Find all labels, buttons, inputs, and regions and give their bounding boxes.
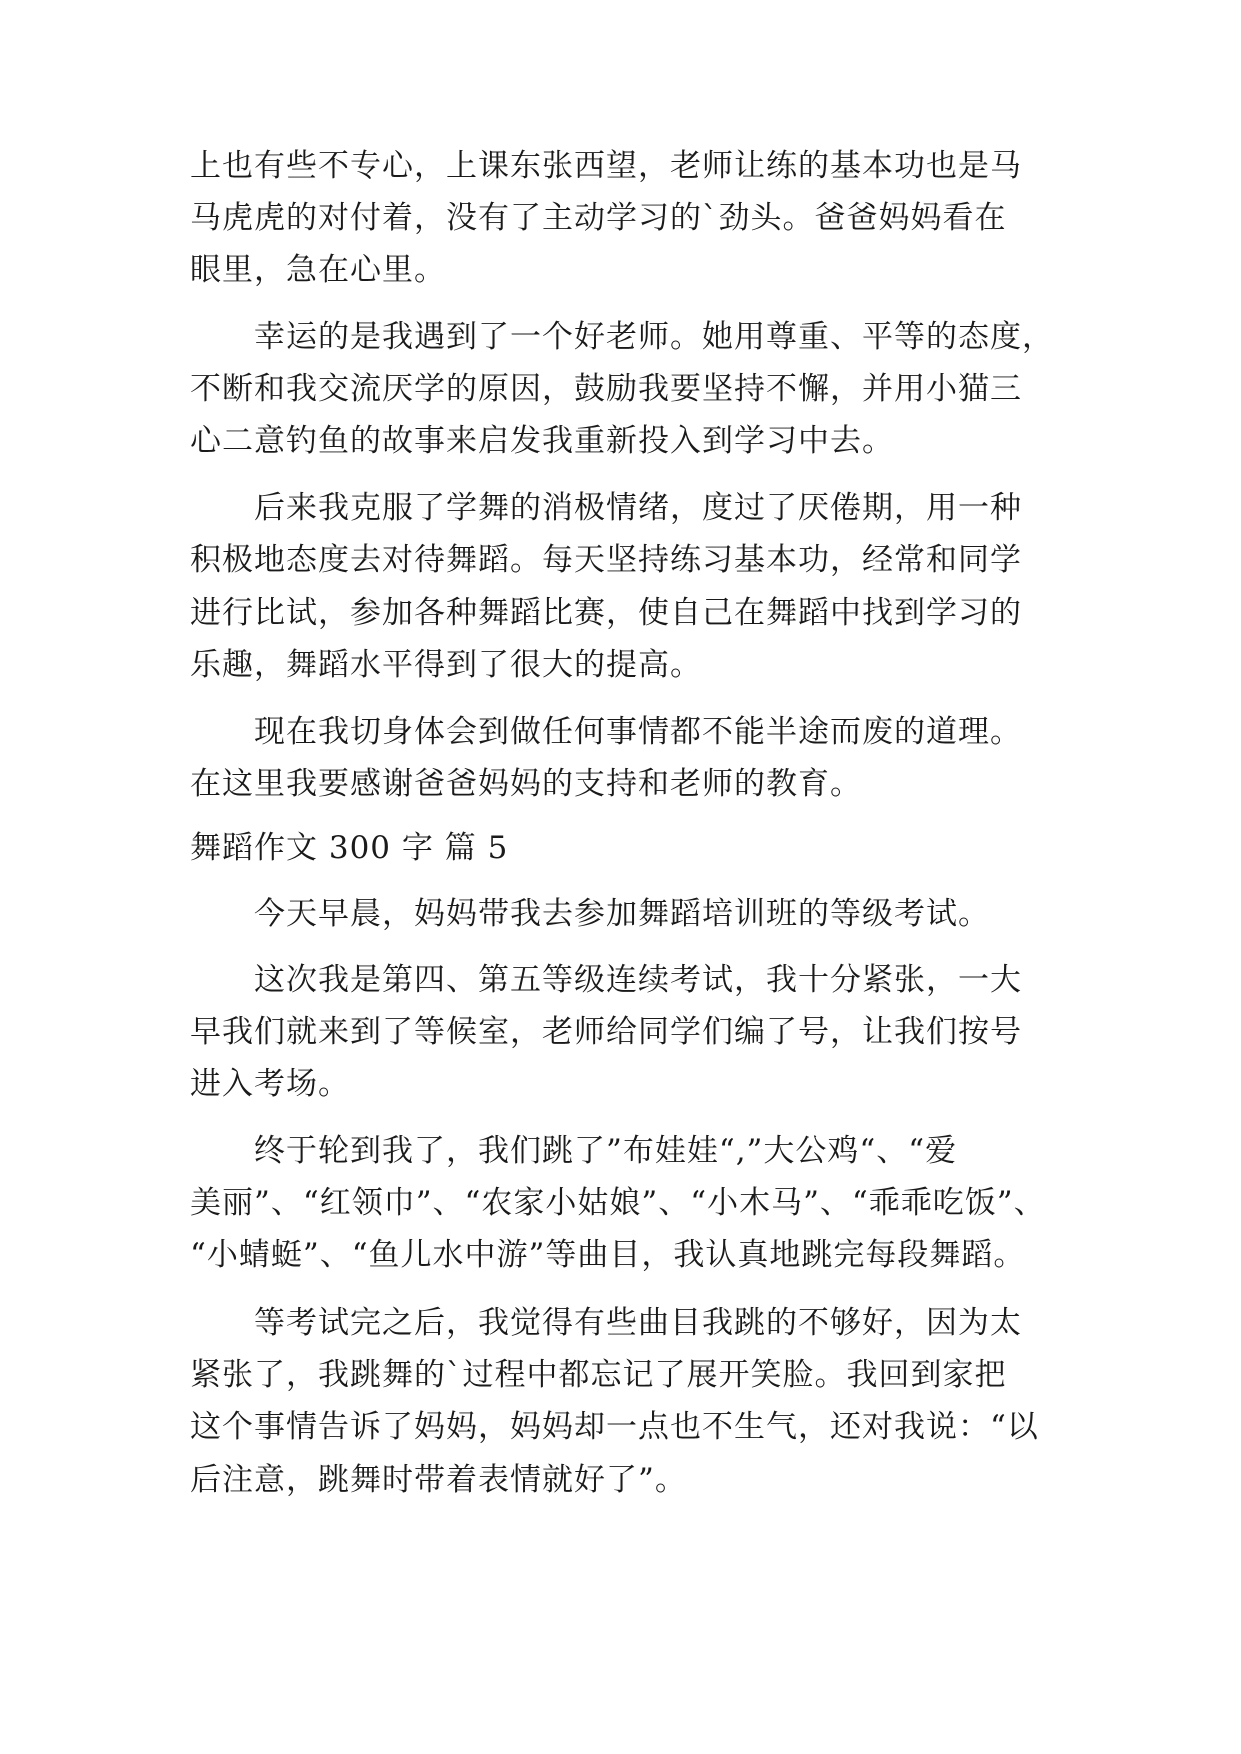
- text-line: 进行比试，参加各种舞蹈比赛，使自己在舞蹈中找到学习的: [190, 595, 1022, 631]
- text-line: 不断和我交流厌学的原因，鼓励我要坚持不懈，并用小猫三: [190, 371, 1022, 407]
- paragraph-start-line: 这次我是第四、第五等级连续考试，我十分紧张，一大: [254, 962, 1022, 998]
- paragraph-start-line: 今天早晨，妈妈带我去参加舞蹈培训班的等级考试。: [254, 896, 990, 932]
- text-line: 眼里，急在心里。: [190, 252, 446, 288]
- text-line: 美丽”、“红领巾”、“农家小姑娘”、“小木马”、“乖乖吃饭”、: [190, 1185, 1046, 1221]
- text-line: 早我们就来到了等候室，老师给同学们编了号，让我们按号: [190, 1014, 1022, 1050]
- text-line: 积极地态度去对待舞蹈。每天坚持练习基本功，经常和同学: [190, 542, 1022, 578]
- text-line: 上也有些不专心，上课东张西望，老师让练的基本功也是马: [190, 148, 1022, 184]
- paragraph-start-line: 后来我克服了学舞的消极情绪，度过了厌倦期，用一种: [254, 490, 1022, 526]
- text-line: 后注意，跳舞时带着表情就好了”。: [190, 1462, 687, 1498]
- text-line: 进入考场。: [190, 1066, 350, 1102]
- paragraph-start-line: 幸运的是我遇到了一个好老师。她用尊重、平等的态度，: [254, 319, 1054, 355]
- text-line: “小蜻蜓”、“鱼儿水中游”等曲目，我认真地跳完每段舞蹈。: [190, 1237, 1026, 1273]
- text-line: 这个事情告诉了妈妈，妈妈却一点也不生气，还对我说：“以: [190, 1409, 1039, 1445]
- section-heading: 舞蹈作文 300 字 篇 5: [190, 830, 509, 866]
- paragraph-start-line: 现在我切身体会到做任何事情都不能半途而废的道理。: [254, 714, 1022, 750]
- text-line: 乐趣，舞蹈水平得到了很大的提高。: [190, 647, 702, 683]
- text-line: 心二意钓鱼的故事来启发我重新投入到学习中去。: [190, 423, 894, 459]
- text-line: 马虎虎的对付着，没有了主动学习的`劲头。爸爸妈妈看在: [190, 200, 1007, 236]
- paragraph-start-line: 终于轮到我了，我们跳了”布娃娃“,”大公鸡“、“爱: [254, 1133, 958, 1169]
- text-line: 紧张了，我跳舞的`过程中都忘记了展开笑脸。我回到家把: [190, 1357, 1007, 1393]
- text-line: 在这里我要感谢爸爸妈妈的支持和老师的教育。: [190, 766, 862, 802]
- paragraph-start-line: 等考试完之后，我觉得有些曲目我跳的不够好，因为太: [254, 1305, 1022, 1341]
